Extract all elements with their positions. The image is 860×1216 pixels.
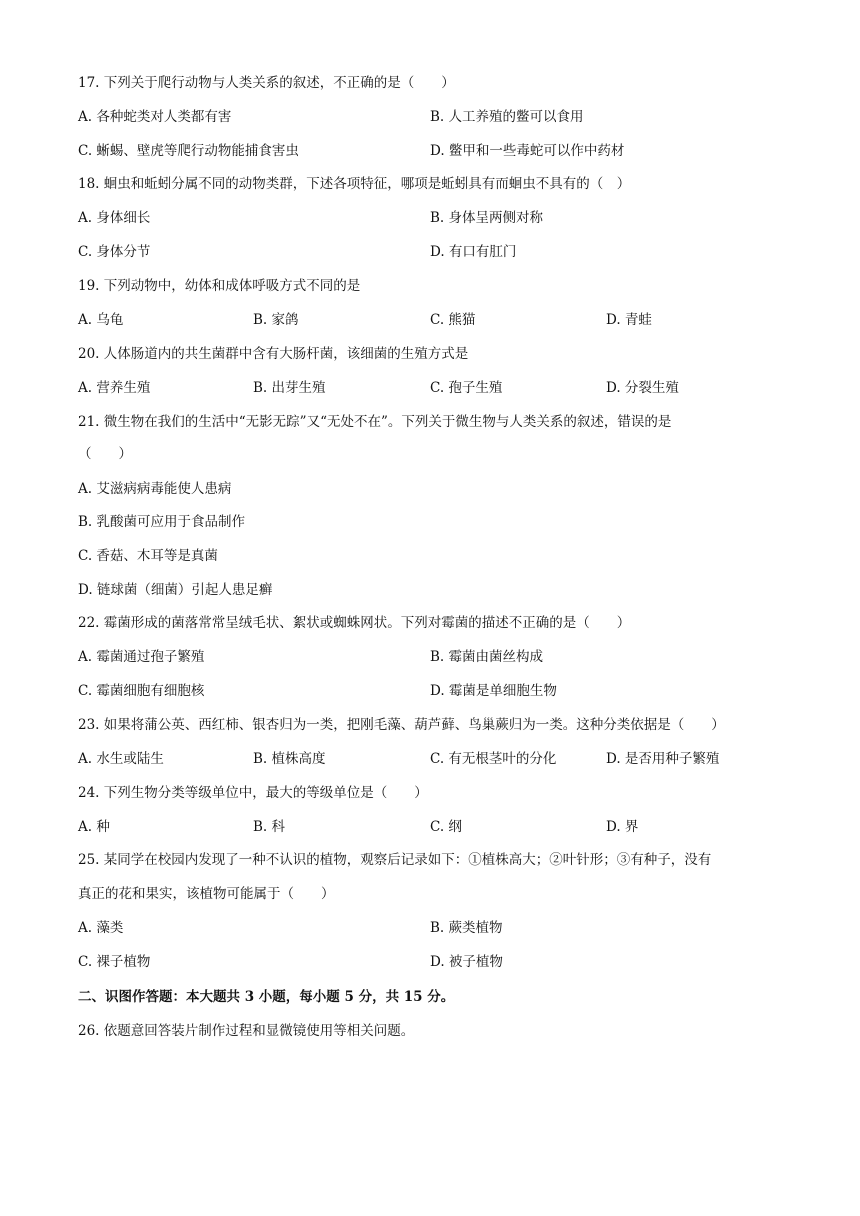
- q20-option-d: D. 分裂生殖: [606, 380, 679, 396]
- question-22-stem: 22. 霉菌形成的菌落常常呈绒毛状、絮状或蜘蛛网状。下列对霉菌的描述不正确的是（ ）: [78, 615, 631, 631]
- q24-option-b: B. 科: [253, 819, 286, 835]
- q22-option-c: C. 霉菌细胞有细胞核: [78, 683, 205, 699]
- q22-option-a: A. 霉菌通过孢子繁殖: [78, 649, 205, 665]
- question-18-options-row-1: [78, 208, 788, 228]
- question-24-stem: 24. 下列生物分类等级单位中，最大的等级单位是（ ）: [78, 785, 428, 801]
- question-25-stem-cont: 真正的花和果实，该植物可能属于（ ）: [78, 886, 335, 902]
- q20-option-c: C. 孢子生殖: [430, 380, 503, 396]
- q21-option-d: D. 链球菌（细菌）引起人患足癣: [78, 582, 273, 598]
- q23-option-b: B. 植株高度: [253, 751, 326, 767]
- question-23-stem: 23. 如果将蒲公英、西红柿、银杏归为一类，把刚毛藻、葫芦藓、鸟巢蕨归为一类。这种分类依据是（ ）: [78, 717, 725, 733]
- q24-option-d: D. 界: [606, 819, 639, 835]
- q19-option-a: A. 乌龟: [78, 312, 124, 328]
- q19-option-c: C. 熊猫: [430, 312, 476, 328]
- question-24-options: [78, 817, 788, 837]
- question-20-stem: 20. 人体肠道内的共生菌群中含有大肠杆菌，该细菌的生殖方式是: [78, 346, 469, 362]
- section-2-heading: 二、识图作答题：本大题共 3 小题，每小题 5 分，共 15 分。: [78, 989, 455, 1005]
- q19-option-d: D. 青蛙: [606, 312, 652, 328]
- question-25-options-row-1: [78, 918, 788, 938]
- question-17-options-row-2: [78, 141, 788, 161]
- question-23-options: [78, 749, 788, 769]
- q25-option-a: A. 藻类: [78, 920, 124, 936]
- q24-option-a: A. 种: [78, 819, 110, 835]
- question-21-stem: 21. 微生物在我们的生活中“无影无踪”又“无处不在”。下列关于微生物与人类关系的叙述，错误的是: [78, 414, 672, 430]
- q17-option-d: D. 鳖甲和一些毒蛇可以作中药材: [430, 143, 625, 159]
- q21-option-c: C. 香菇、木耳等是真菌: [78, 548, 218, 564]
- question-19-options: [78, 310, 788, 330]
- question-19-stem: 19. 下列动物中，幼体和成体呼吸方式不同的是: [78, 278, 361, 294]
- q21-option-a: A. 艾滋病病毒能使人患病: [78, 481, 232, 497]
- q23-option-a: A. 水生或陆生: [78, 751, 164, 767]
- q18-option-c: C. 身体分节: [78, 244, 151, 260]
- q23-option-c: C. 有无根茎叶的分化: [430, 751, 557, 767]
- question-21-stem-cont: （ ）: [78, 446, 132, 462]
- q21-option-b: B. 乳酸菌可应用于食品制作: [78, 514, 246, 530]
- q25-option-b: B. 蕨类植物: [430, 920, 503, 936]
- q17-option-b: B. 人工养殖的鳖可以食用: [430, 109, 584, 125]
- q17-option-a: A. 各种蛇类对人类都有害: [78, 109, 232, 125]
- q17-option-c: C. 蜥蜴、壁虎等爬行动物能捕食害虫: [78, 143, 299, 159]
- q24-option-c: C. 纲: [430, 819, 462, 835]
- question-26-stem: 26. 依题意回答装片制作过程和显微镜使用等相关问题。: [78, 1023, 415, 1039]
- q25-option-d: D. 被子植物: [430, 954, 503, 970]
- q18-option-b: B. 身体呈两侧对称: [430, 210, 544, 226]
- q25-option-c: C. 裸子植物: [78, 954, 151, 970]
- q23-option-d: D. 是否用种子繁殖: [606, 751, 720, 767]
- q22-option-b: B. 霉菌由菌丝构成: [430, 649, 544, 665]
- question-17-options-row-1: [78, 107, 788, 127]
- question-25-options-row-2: [78, 952, 788, 972]
- question-20-options: [78, 378, 788, 398]
- question-22-options-row-2: [78, 681, 788, 701]
- question-18-options-row-2: [78, 242, 788, 262]
- q19-option-b: B. 家鸽: [253, 312, 299, 328]
- question-25-stem: 25. 某同学在校园内发现了一种不认识的植物，观察后记录如下：①植株高大；②叶针形；③有种子，没有: [78, 852, 712, 868]
- q18-option-a: A. 身体细长: [78, 210, 151, 226]
- q20-option-a: A. 营养生殖: [78, 380, 151, 396]
- q20-option-b: B. 出芽生殖: [253, 380, 326, 396]
- question-17-stem: 17. 下列关于爬行动物与人类关系的叙述，不正确的是（ ）: [78, 75, 455, 91]
- question-18-stem: 18. 蛔虫和蚯蚓分属不同的动物类群，下述各项特征，哪项是蚯蚓具有而蛔虫不具有的（ ）: [78, 176, 631, 192]
- question-22-options-row-1: [78, 647, 788, 667]
- q18-option-d: D. 有口有肛门: [430, 244, 517, 260]
- q22-option-d: D. 霉菌是单细胞生物: [430, 683, 557, 699]
